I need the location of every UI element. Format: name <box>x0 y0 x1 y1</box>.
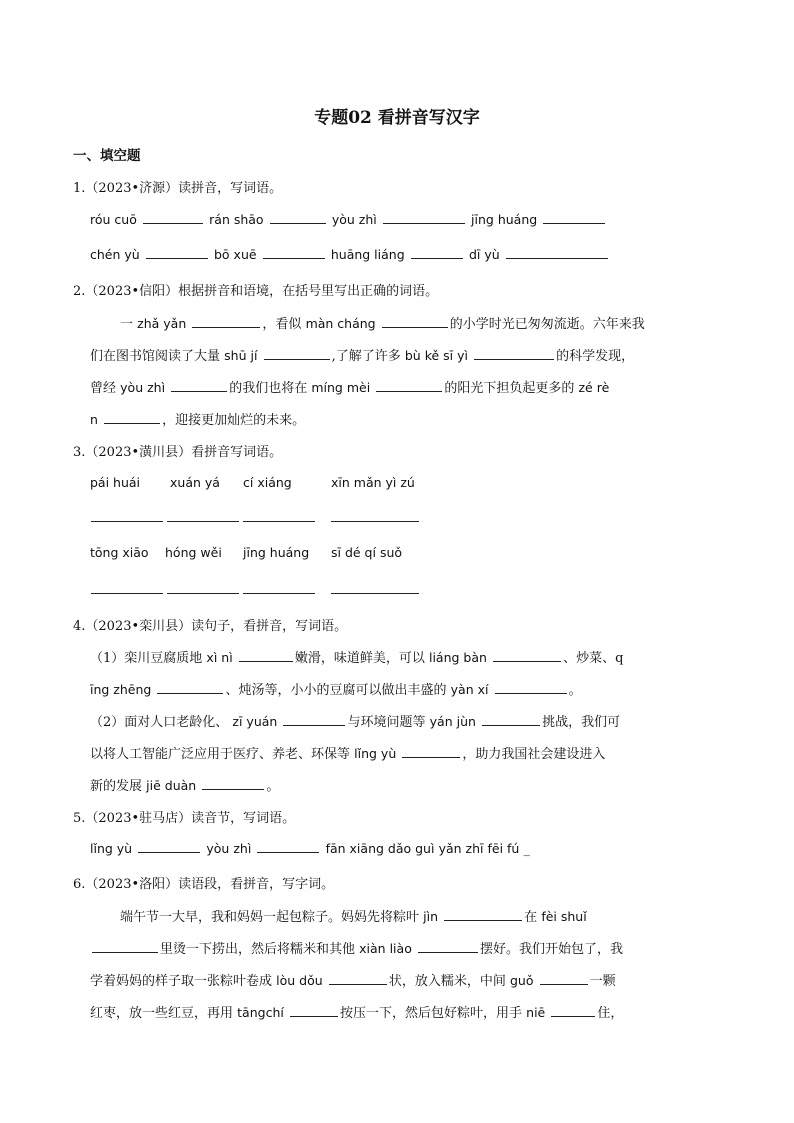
text: 状，放入糯米，中间 <box>388 974 506 989</box>
text: 红枣，放一些红豆，再用 <box>90 1006 234 1021</box>
answer-blank[interactable] <box>382 315 448 328</box>
pinyin: yòu zhì <box>120 380 166 395</box>
answer-blank[interactable] <box>192 315 260 328</box>
pinyin: shū jí <box>224 348 258 363</box>
pinyin: fèi shuǐ <box>541 909 587 924</box>
text: 按压一下，然后包好粽叶，用手 <box>339 1006 522 1021</box>
answer-blank[interactable] <box>243 593 315 594</box>
text: 的小学时光已匆匆流逝。六年来我 <box>449 317 645 332</box>
answer-blank[interactable] <box>167 521 239 522</box>
pinyin: tāngchí <box>237 1005 284 1020</box>
question-3-heading: 3.（2023•潢川县）看拼音写词语。 <box>73 445 283 460</box>
text: ，助力我国社会建设进入 <box>462 747 606 762</box>
text: ，迎接更加灿烂的未来。 <box>162 413 306 428</box>
text: ,了解了许多 <box>331 349 401 364</box>
pinyin: lǐng yù <box>90 841 133 856</box>
pinyin: yòu zhì <box>331 212 377 227</box>
answer-blank[interactable] <box>146 246 208 259</box>
text: 的我们也将在 <box>229 381 308 396</box>
text: 在 <box>524 910 538 925</box>
answer-blank[interactable] <box>243 521 315 522</box>
answer-blank[interactable] <box>239 649 293 662</box>
text: 摆好。我们开始包了，我 <box>479 942 623 957</box>
question-2-line-3 <box>90 377 609 396</box>
page-title: 专题02 看拼音写汉字 <box>314 108 480 128</box>
question-6-line-4 <box>90 1002 623 1021</box>
answer-blank[interactable] <box>91 521 163 522</box>
answer-blank[interactable]: _ <box>523 842 530 857</box>
answer-blank[interactable] <box>143 211 203 224</box>
pinyin: pái huái <box>90 475 141 490</box>
text: 新的发展 <box>90 779 143 794</box>
pinyin: sī dé qí suǒ <box>331 545 403 560</box>
text: 端午节一大早，我和妈妈一起包粽子。妈妈先将粽叶 <box>120 910 420 925</box>
pinyin: xīn mǎn yì zú <box>331 475 415 490</box>
question-1-row-1 <box>90 211 607 228</box>
pinyin: lòu dǒu <box>276 973 323 988</box>
text: 嫩滑，味道鲜美，可以 <box>294 651 425 666</box>
pinyin: tōng xiāo <box>90 545 149 560</box>
question-6-line-2 <box>90 938 623 957</box>
answer-blank[interactable] <box>543 211 605 224</box>
answer-blank[interactable] <box>283 713 345 726</box>
text: 以将人工智能广泛应用于医疗、养老、环保等 <box>90 747 351 762</box>
text: 们在图书馆阅读了大量 <box>90 349 221 364</box>
pinyin: dī yù <box>468 247 500 262</box>
answer-blank[interactable] <box>167 593 239 594</box>
text: （2）面对人口老龄化、 <box>90 715 229 730</box>
pinyin: jīng huáng <box>243 545 310 560</box>
pinyin: cí xiáng <box>243 475 292 490</box>
answer-blank[interactable] <box>402 745 460 758</box>
pinyin: lǐng yù <box>354 746 397 761</box>
answer-blank[interactable] <box>383 211 465 224</box>
question-6-line-3 <box>90 970 616 989</box>
question-4-sentence-1-line-1 <box>90 647 623 666</box>
pinyin: hóng wěi <box>165 545 222 560</box>
answer-blank[interactable] <box>474 347 554 360</box>
answer-blank[interactable] <box>376 379 442 392</box>
pinyin: bō xuē <box>213 247 257 262</box>
answer-blank[interactable] <box>104 411 160 424</box>
pinyin: xì nì <box>206 650 233 665</box>
answer-blank[interactable] <box>482 713 540 726</box>
answer-blank[interactable] <box>157 681 223 694</box>
text: 挑战，我们可 <box>542 715 621 730</box>
answer-blank[interactable] <box>506 246 608 259</box>
question-2-line-1 <box>120 313 645 332</box>
answer-blank[interactable] <box>411 246 463 259</box>
question-1-row-2 <box>90 246 610 263</box>
pinyin: rán shāo <box>209 212 264 227</box>
answer-blank[interactable] <box>138 840 200 853</box>
answer-blank[interactable] <box>495 681 567 694</box>
pinyin: xuán yá <box>170 475 220 490</box>
pinyin: liáng bàn <box>428 650 487 665</box>
pinyin: huāng liáng <box>330 247 405 262</box>
answer-blank[interactable] <box>418 940 478 953</box>
pinyin: jìn <box>423 909 439 924</box>
pinyin: jīng huáng <box>471 212 538 227</box>
question-5-row <box>90 840 530 857</box>
pinyin: fān xiāng dǎo guì <box>325 841 435 856</box>
pinyin: míng mèi <box>311 380 371 395</box>
answer-blank[interactable] <box>264 347 330 360</box>
question-2-line-4 <box>90 409 305 428</box>
pinyin: màn cháng <box>305 316 376 331</box>
pinyin: xiàn liào <box>359 941 412 956</box>
pinyin: īng zhēng <box>90 682 152 697</box>
answer-blank[interactable] <box>331 593 419 594</box>
text: 一 <box>120 317 134 332</box>
text: 一颗 <box>589 974 616 989</box>
question-4-heading: 4.（2023•栾川县）读句子，看拼音，写词语。 <box>73 619 348 634</box>
answer-blank[interactable] <box>202 777 264 790</box>
pinyin: n <box>90 412 98 427</box>
answer-blank[interactable] <box>270 211 326 224</box>
pinyin: jiē duàn <box>146 778 197 793</box>
pinyin: yǎn zhī fēi fú <box>438 841 520 856</box>
answer-blank[interactable] <box>444 908 522 921</box>
pinyin: róu cuō <box>90 212 137 227</box>
section-heading: 一、填空题 <box>73 148 141 164</box>
question-4-sentence-2-line-2 <box>90 743 605 762</box>
answer-blank[interactable] <box>551 1004 595 1017</box>
text: 。 <box>568 683 582 698</box>
text: 。 <box>266 779 280 794</box>
pinyin: zī yuán <box>232 714 278 729</box>
pinyin: yàn xí <box>450 682 489 697</box>
question-5-heading: 5.（2023•驻马店）读音节，写词语。 <box>73 811 296 826</box>
answer-blank[interactable] <box>91 593 163 594</box>
question-6-line-1 <box>120 906 587 925</box>
question-1-heading: 1.（2023•济源）读拼音，写词语。 <box>73 181 283 196</box>
text: 、炖汤等，小小的豆腐可以做出丰盛的 <box>225 683 447 698</box>
pinyin: yán jùn <box>429 714 476 729</box>
answer-blank[interactable] <box>171 379 227 392</box>
question-4-sentence-2-line-1 <box>90 711 620 730</box>
text: 的阳光下担负起更多的 <box>444 381 575 396</box>
answer-blank[interactable] <box>540 972 588 985</box>
pinyin: niē <box>526 1005 546 1020</box>
text: 里烫一下捞出，然后将糯米和其他 <box>160 942 356 957</box>
question-4-sentence-2-line-3 <box>90 775 279 794</box>
question-2-heading: 2.（2023•信阳）根据拼音和语境，在括号里写出正确的词语。 <box>73 284 439 299</box>
text: 学着妈妈的样子取一张粽叶卷成 <box>90 974 273 989</box>
answer-blank[interactable] <box>92 940 158 953</box>
text: 、炒菜、q <box>563 651 624 666</box>
text: （1）栾川豆腐质地 <box>90 651 203 666</box>
answer-blank[interactable] <box>331 521 419 522</box>
question-2-line-2 <box>90 345 634 364</box>
question-4-sentence-1-line-2 <box>90 679 582 698</box>
answer-blank[interactable] <box>263 246 325 259</box>
answer-blank[interactable] <box>257 840 319 853</box>
text: 曾经 <box>90 381 117 396</box>
text: 住， <box>597 1006 624 1021</box>
pinyin: zhǎ yǎn <box>137 316 187 331</box>
question-6-heading: 6.（2023•洛阳）读语段，看拼音，写字词。 <box>73 877 335 892</box>
pinyin: guǒ <box>509 973 534 988</box>
pinyin: zé rè <box>578 380 610 395</box>
pinyin: bù kě sī yì <box>404 348 468 363</box>
text: 的科学发现， <box>556 349 635 364</box>
pinyin: chén yù <box>90 247 140 262</box>
answer-blank[interactable] <box>493 649 561 662</box>
answer-blank[interactable] <box>329 972 387 985</box>
pinyin: yòu zhì <box>206 841 252 856</box>
text: 与环境问题等 <box>347 715 426 730</box>
answer-blank[interactable] <box>290 1004 338 1017</box>
text: ，看似 <box>262 317 302 332</box>
